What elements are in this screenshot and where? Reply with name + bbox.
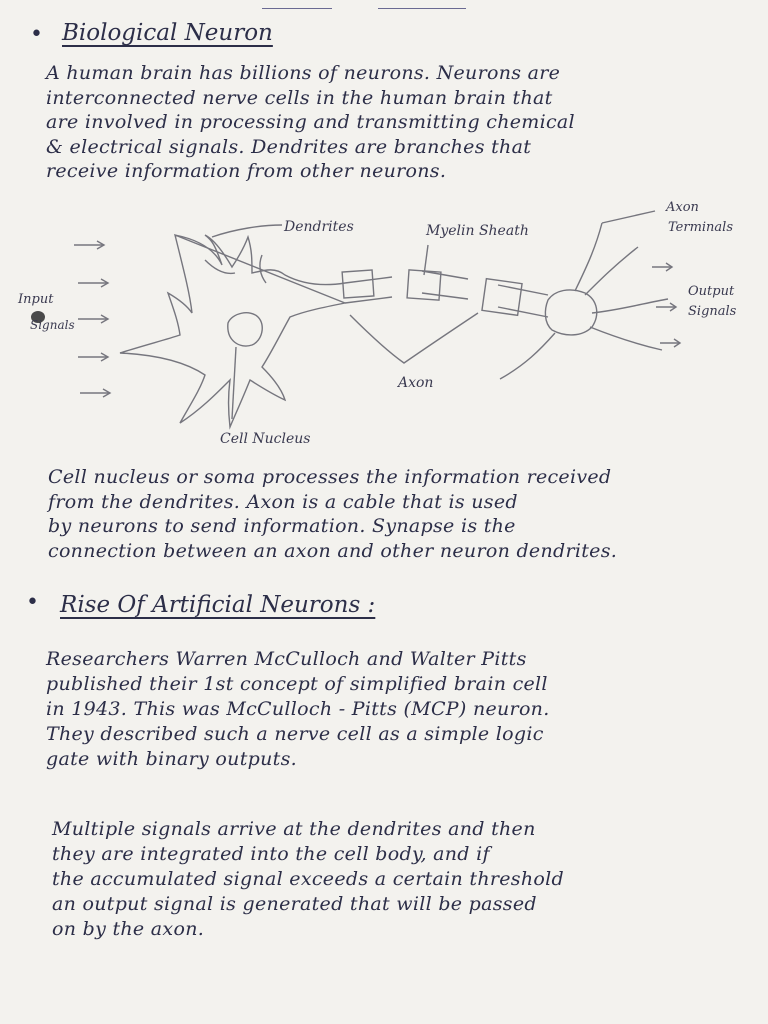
section2-title: Rise Of Artificial Neurons : [60,592,376,618]
section1-bullet: • [30,22,43,47]
dendrites-pointer [212,225,282,237]
paragraph-line: by neurons to send information. Synapse is the [48,515,516,537]
label-input-signals-1: Input [18,292,54,307]
paragraph-line: A human brain has billions of neurons. Neurons are [46,62,561,84]
paragraph-line: from the dendrites. Axon is a cable that is used [48,490,518,513]
section2-paragraph1 [46,648,550,773]
section2-paragraph2 [52,818,564,943]
top-rule-right [378,8,466,9]
soma-paragraph [48,466,617,564]
paragraph-line: interconnected nerve cells in the human brain that [46,86,553,109]
paragraph-line: gate with binary outputs. [46,748,297,770]
label-cell-nucleus: Cell Nucleus [220,431,311,447]
paragraph-line: an output signal is generated that will be passed [52,893,537,915]
paragraph-line: Cell nucleus or soma processes the information received [48,466,612,488]
label-axon: Axon [398,375,434,391]
section1-title: Biological Neuron [62,20,273,46]
paragraph-line: are involved in processing and transmitting chemical [46,111,575,133]
nucleus-pointer [232,347,236,419]
paragraph-line: they are integrated into the cell body, and if [52,843,490,865]
paragraph-line: receive information from other neurons. [46,160,447,182]
section1-paragraph [46,62,575,185]
neuron-diagram [0,195,768,455]
paragraph-line: Multiple signals arrive at the dendrites and then [52,818,536,840]
paragraph-line: connection between an axon and other neuron dendrites. [48,539,618,562]
axon-pointer [350,313,478,363]
axon [342,270,548,317]
cell-nucleus [228,313,262,346]
paragraph-line: & electrical signals. Dendrites are branches that [46,135,532,158]
label-dendrites: Dendrites [284,219,354,235]
paragraph-line: Researchers Warren McCulloch and Walter Pitts [46,648,527,670]
output-arrows [652,263,680,347]
label-output-signals-1: Output [688,284,735,299]
label-myelin-sheath: Myelin Sheath [426,223,529,239]
label-axon-terminals-1: Axon [666,200,699,215]
label-output-signals-2: Signals [688,304,737,319]
paragraph-line: the accumulated signal exceeds a certain threshold [52,868,564,890]
label-axon-terminals-2: Terminals [668,220,734,235]
top-rule-left [262,8,332,9]
paragraph-line: They described such a nerve cell as a simple logic [46,723,544,745]
label-input-signals-2: Signals [30,318,75,332]
paragraph-line: published their 1st concept of simplified brain cell [46,673,548,695]
input-arrows [74,241,110,397]
paragraph-line: on by the axon. [52,918,205,940]
paragraph-line: in 1943. This was McCulloch - Pitts (MCP) neuron. [46,698,550,720]
section2-bullet: • [26,590,39,615]
